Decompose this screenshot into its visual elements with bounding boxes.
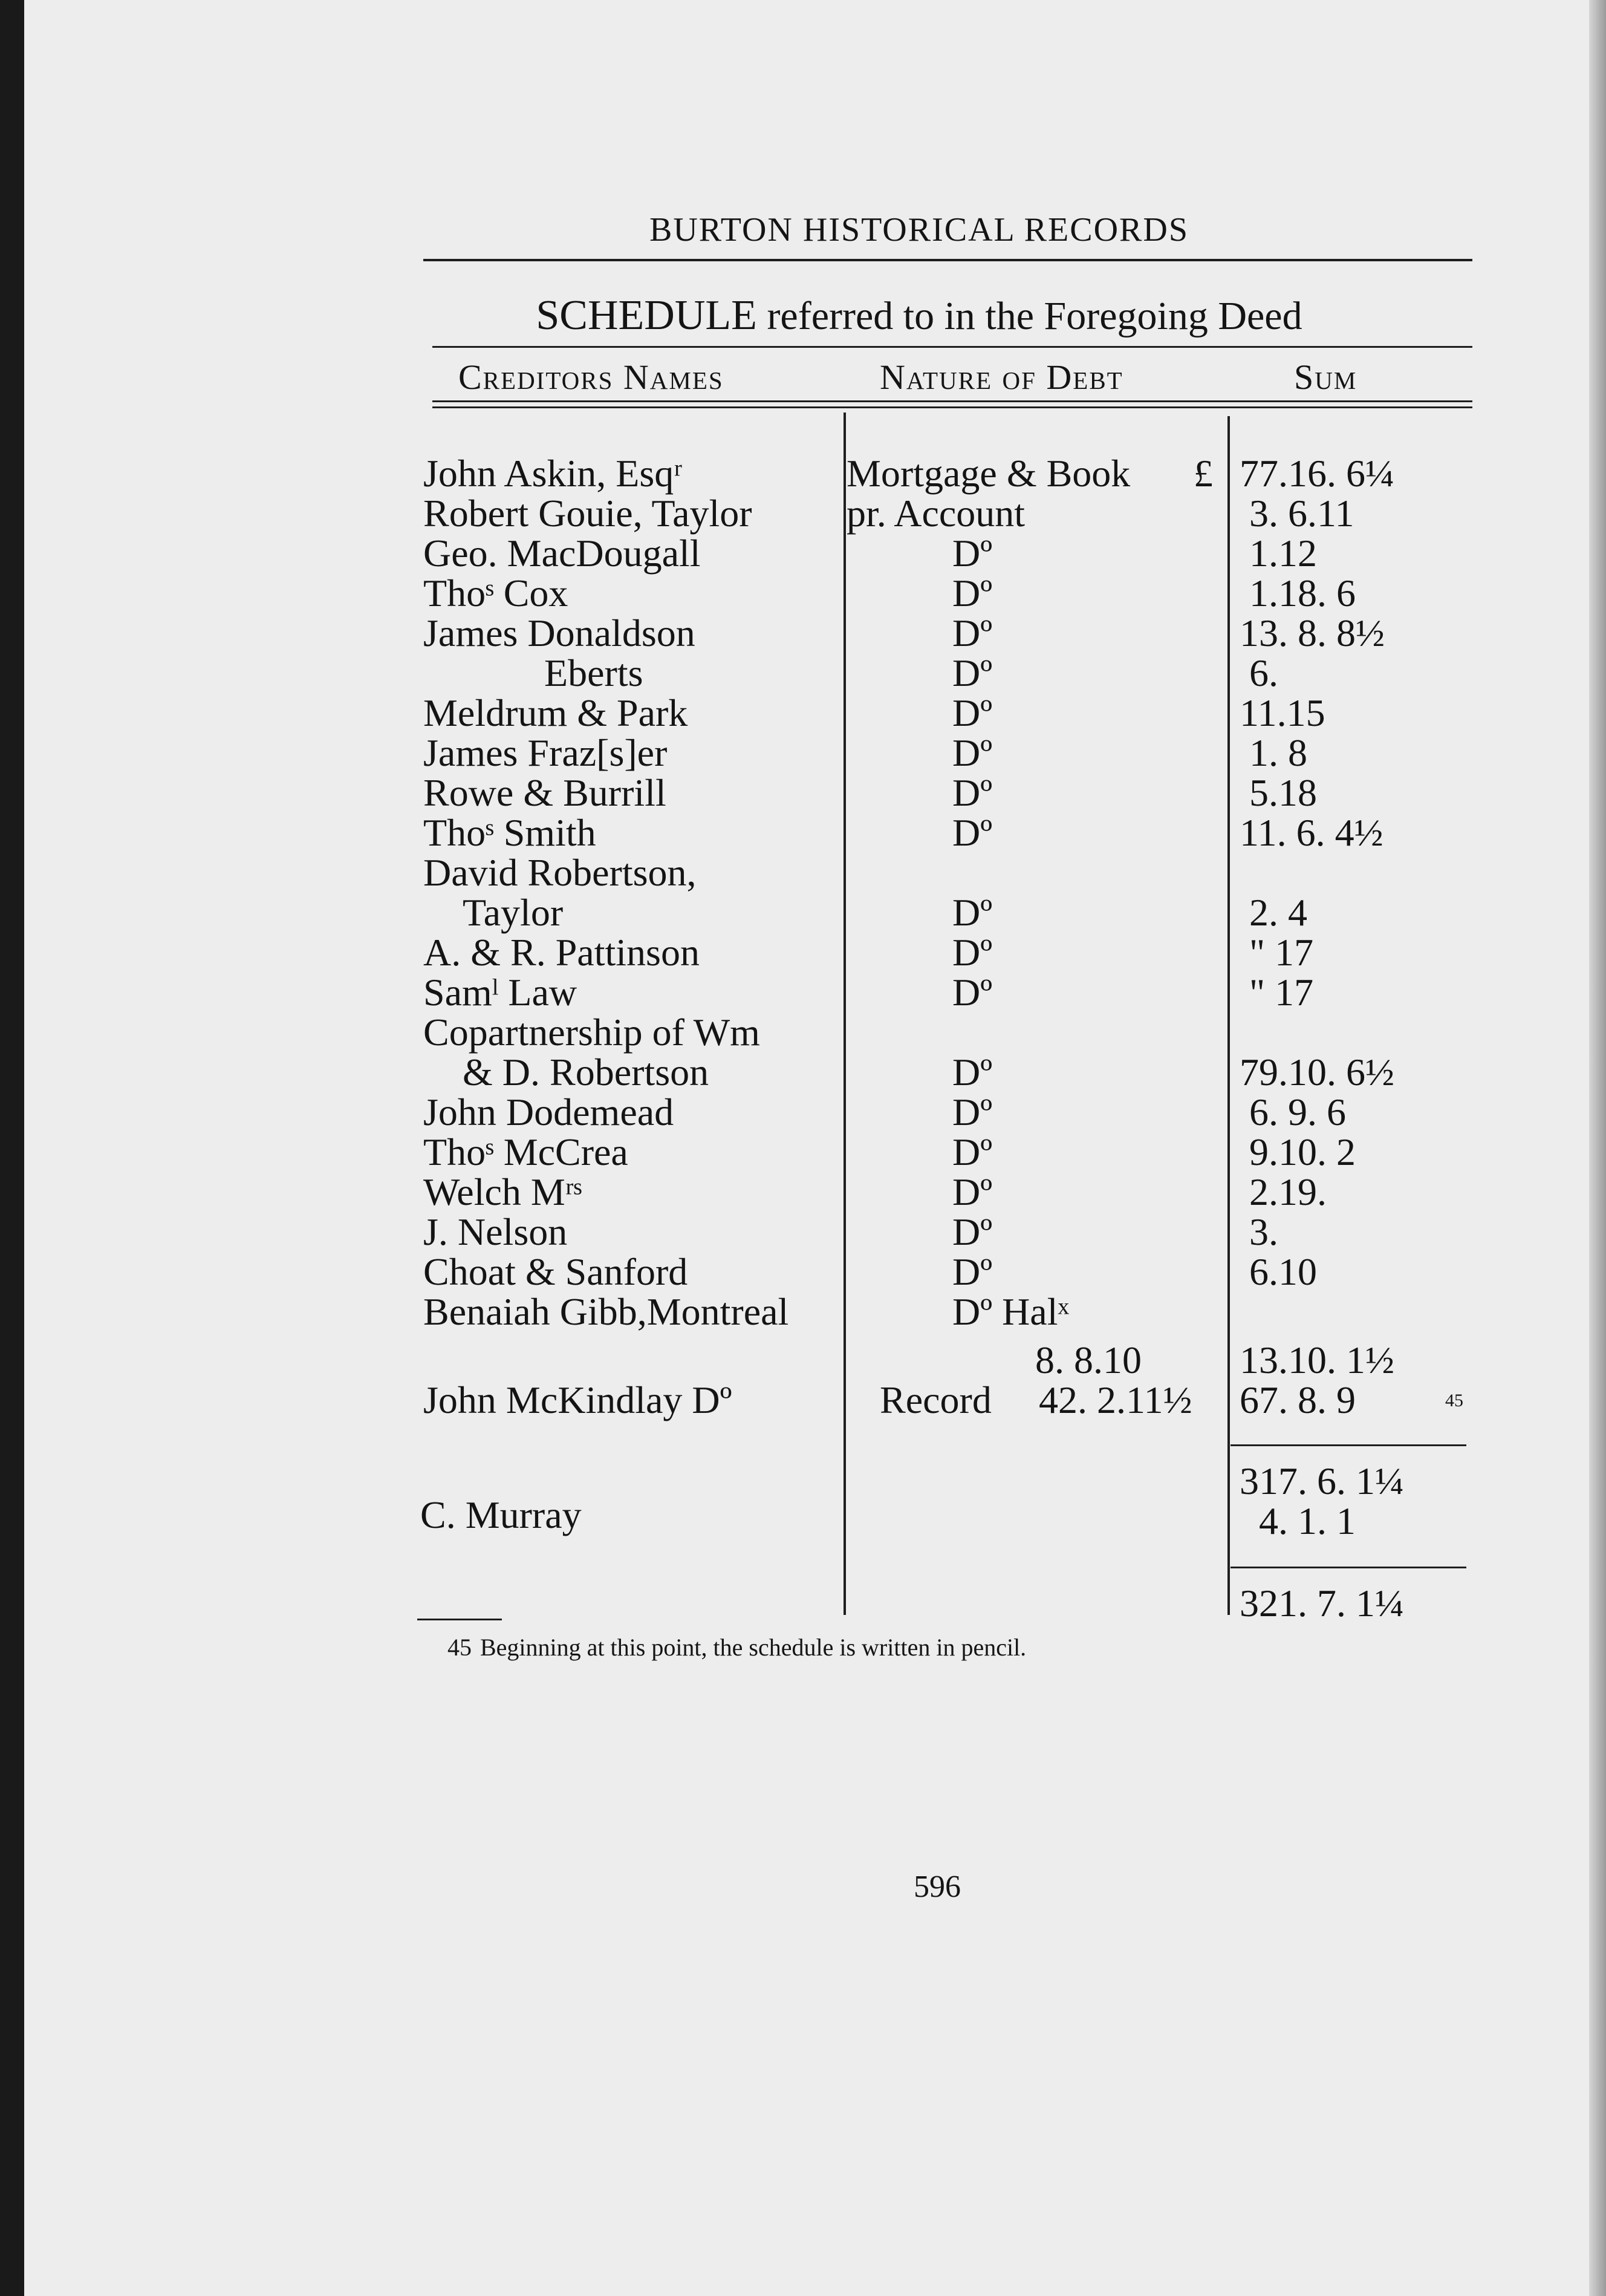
creditor-name: Taylor	[463, 891, 564, 934]
debt-nature: Mortgage & Book	[847, 452, 1131, 495]
debt-nature: Dº	[952, 691, 993, 734]
debt-sum: 2. 4	[1240, 891, 1307, 934]
column-header-nature: Nature of Debt	[880, 357, 1123, 397]
creditor-name: James Donaldson	[423, 612, 695, 654]
debt-nature: Dº	[952, 771, 993, 814]
creditor-name: Choat & Sanford	[423, 1250, 688, 1293]
creditor-name: Welch Mʳˢ	[423, 1170, 582, 1213]
murray-sum: 4. 1. 1	[1240, 1499, 1356, 1542]
table-row	[0, 1013, 1606, 1052]
debt-sum: 6.10	[1240, 1250, 1317, 1293]
schedule-title	[423, 292, 1415, 340]
debt-nature: Dº	[952, 572, 993, 615]
debt-sum: 11. 6. 4½	[1240, 811, 1383, 854]
creditor-name: James Fraz[s]er	[423, 731, 668, 774]
table-row	[0, 494, 1606, 533]
footnote-marker: 45	[1445, 1391, 1463, 1411]
murray-name: C. Murray	[420, 1493, 582, 1536]
debt-amount: 8. 8.10	[1035, 1339, 1142, 1381]
table-row	[0, 973, 1606, 1013]
table-row	[0, 1252, 1606, 1292]
subtotal-rule	[1231, 1444, 1466, 1446]
debt-nature: Dº Halˣ	[952, 1290, 1069, 1333]
footnote	[447, 1633, 1026, 1662]
debt-sum: " 17	[1240, 971, 1314, 1014]
table-row	[0, 773, 1606, 813]
table-row	[0, 454, 1606, 494]
debt-nature: Dº	[952, 931, 993, 974]
subtotal-sum: 317. 6. 1¼	[1240, 1459, 1404, 1502]
table-row	[0, 1380, 1606, 1420]
creditor-name: John McKindlay Dº	[423, 1378, 732, 1421]
debt-nature: Dº	[952, 1130, 993, 1173]
debt-nature: Dº	[952, 1091, 993, 1133]
creditor-name: Robert Gouie, Taylor	[423, 492, 752, 535]
creditor-name: J. Nelson	[423, 1210, 568, 1253]
creditor-name: Geo. MacDougall	[423, 532, 701, 575]
debt-sum: 77.16. 6¼	[1240, 452, 1394, 495]
debt-sum: 11.15	[1240, 691, 1325, 734]
table-row	[0, 1092, 1606, 1132]
debt-sum: 13. 8. 8½	[1240, 612, 1385, 654]
table-row	[0, 693, 1606, 733]
debt-sum: 6.	[1240, 651, 1278, 694]
debt-sum: 1. 8	[1240, 731, 1307, 774]
creditor-name: Thoˢ Cox	[423, 572, 568, 615]
debt-sum: 9.10. 2	[1240, 1130, 1356, 1173]
table-row	[0, 933, 1606, 973]
creditor-name: Meldrum & Park	[423, 691, 688, 734]
footnote-number: 45	[447, 1634, 472, 1661]
table-row	[0, 733, 1606, 773]
creditor-name: Rowe & Burrill	[423, 771, 666, 814]
creditor-name: Copartnership of Wm	[423, 1011, 760, 1054]
creditor-name: Samˡ Law	[423, 971, 577, 1014]
debt-sum: 1.12	[1240, 532, 1317, 575]
debt-sum: 13.10. 1½	[1240, 1339, 1394, 1381]
table-row	[0, 533, 1606, 573]
debt-amount: 42. 2.11½	[1039, 1378, 1192, 1421]
debt-sum: " 17	[1240, 931, 1314, 974]
schedule-title-rest: referred to in the Foregoing Deed	[756, 294, 1302, 338]
grand-total-rule	[1231, 1567, 1466, 1568]
head-rule	[423, 259, 1472, 261]
debt-sum: 5.18	[1240, 771, 1317, 814]
schedule-title-lead: SCHEDULE	[536, 292, 757, 339]
table-row	[0, 613, 1606, 653]
creditor-name: John Dodemead	[423, 1091, 674, 1133]
debt-nature: Dº	[952, 651, 993, 694]
debt-nature: Dº	[952, 731, 993, 774]
footnote-text: Beginning at this point, the schedule is written in pencil.	[480, 1634, 1027, 1661]
debt-nature: Dº	[952, 811, 993, 854]
table-row	[0, 1132, 1606, 1172]
table-row	[0, 813, 1606, 853]
creditor-name: David Robertson,	[423, 851, 697, 894]
creditor-name: A. & R. Pattinson	[423, 931, 700, 974]
debt-nature: Dº	[952, 1051, 993, 1094]
debt-sum: 3. 6.11	[1240, 492, 1354, 535]
creditor-name: Eberts	[544, 651, 643, 694]
table-row	[0, 853, 1606, 893]
debt-sum: 3.	[1240, 1210, 1278, 1253]
table-row	[0, 1340, 1606, 1380]
creditor-name: Thoˢ McCrea	[423, 1130, 628, 1173]
debt-nature: Dº	[952, 971, 993, 1014]
table-row	[0, 893, 1606, 933]
debt-nature: Dº	[952, 1170, 993, 1213]
grand-total-sum: 321. 7. 1¼	[1240, 1582, 1404, 1625]
column-header-sum: Sum	[1294, 357, 1357, 397]
debt-nature: Dº	[952, 891, 993, 934]
debt-nature: Dº	[952, 532, 993, 575]
debt-sum: 2.19.	[1240, 1170, 1327, 1213]
running-head: BURTON HISTORICAL RECORDS	[649, 211, 1189, 249]
debt-nature: Dº	[952, 1210, 993, 1253]
debt-sum: 67. 8. 9	[1240, 1378, 1356, 1421]
creditor-name: Thoˢ Smith	[423, 811, 596, 854]
debt-nature: pr. Account	[847, 492, 1026, 535]
currency-symbol: £	[1194, 452, 1213, 495]
creditor-name: & D. Robertson	[463, 1051, 709, 1094]
debt-sum: 79.10. 6½	[1240, 1051, 1394, 1094]
creditor-name: John Askin, Esqʳ	[423, 452, 683, 495]
header-rule-bottom	[432, 406, 1472, 408]
table-row	[0, 653, 1606, 693]
debt-sum: 1.18. 6	[1240, 572, 1356, 615]
debt-sum: 6. 9. 6	[1240, 1091, 1346, 1133]
table-row	[0, 573, 1606, 613]
footnote-rule	[417, 1619, 502, 1620]
header-rule-top	[432, 400, 1472, 402]
table-row	[0, 1292, 1606, 1332]
title-underline-rule	[432, 346, 1472, 348]
debt-nature: Record	[880, 1378, 992, 1421]
column-header-creditors: Creditors Names	[458, 357, 724, 397]
table-row	[0, 1172, 1606, 1212]
table-row	[0, 1212, 1606, 1252]
page-number: 596	[914, 1870, 961, 1904]
table-row	[0, 1052, 1606, 1092]
debt-nature: Dº	[952, 612, 993, 654]
creditor-name: Benaiah Gibb,Montreal	[423, 1290, 789, 1333]
debt-nature: Dº	[952, 1250, 993, 1293]
